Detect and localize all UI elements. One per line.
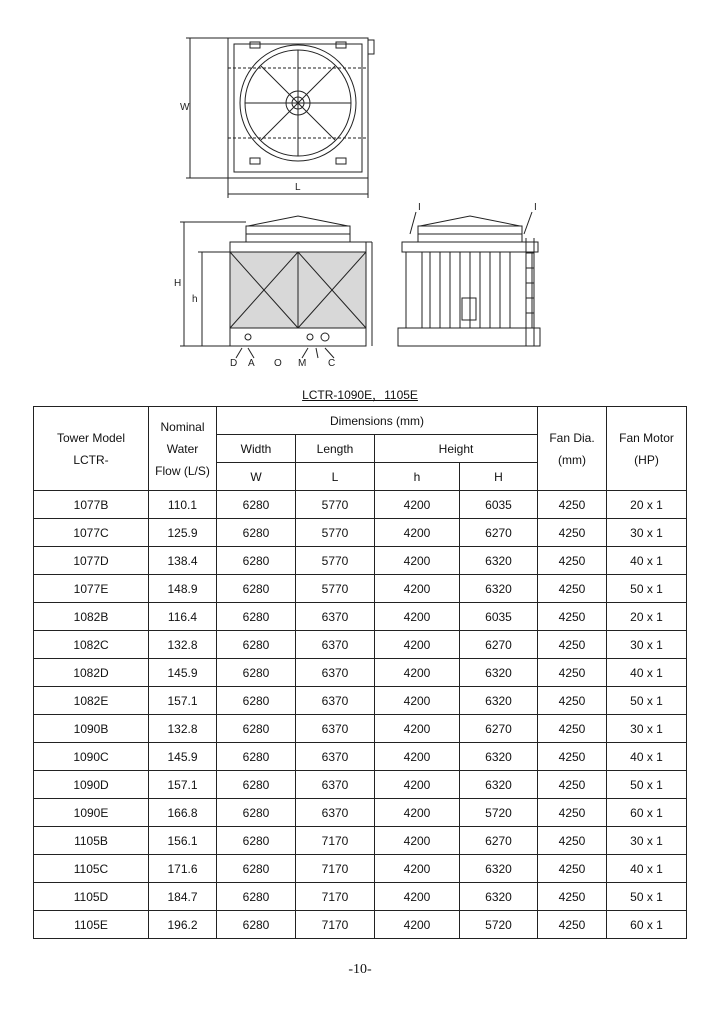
table-row	[34, 659, 687, 687]
cell-fan-motor: 40 x 1	[607, 547, 687, 575]
cell-height-h: 4200	[375, 743, 460, 771]
cell-width: 6280	[217, 659, 296, 687]
tower-drawing	[150, 28, 570, 368]
cell-fan-dia: 4250	[538, 855, 607, 883]
cell-model: 1090E	[34, 799, 149, 827]
cell-height-h: 4200	[375, 911, 460, 939]
cell-model: 1077E	[34, 575, 149, 603]
cell-length: 6370	[296, 603, 375, 631]
cell-flow: 157.1	[149, 687, 217, 715]
cell-height-h: 4200	[375, 687, 460, 715]
cell-length: 5770	[296, 491, 375, 519]
cell-flow: 166.8	[149, 799, 217, 827]
spec-table-body	[34, 491, 687, 939]
header-fan-dia-line1: Fan Dia.	[549, 430, 595, 445]
cell-fan-motor: 30 x 1	[607, 827, 687, 855]
cell-height-H: 6270	[460, 715, 538, 743]
cell-fan-dia: 4250	[538, 687, 607, 715]
header-h-small: h	[375, 463, 460, 491]
header-l: L	[296, 463, 375, 491]
header-model-line1: Tower Model	[56, 430, 126, 445]
cell-fan-dia: 4250	[538, 799, 607, 827]
cell-fan-dia: 4250	[538, 771, 607, 799]
cell-height-h: 4200	[375, 799, 460, 827]
cell-fan-dia: 4250	[538, 715, 607, 743]
cell-width: 6280	[217, 603, 296, 631]
table-row	[34, 519, 687, 547]
header-flow-line1: Nominal	[160, 419, 205, 434]
cell-model: 1105D	[34, 883, 149, 911]
cell-length: 5770	[296, 575, 375, 603]
header-flow-line2: Water	[166, 441, 199, 456]
cell-height-H: 5720	[460, 799, 538, 827]
cell-flow: 125.9	[149, 519, 217, 547]
cell-fan-dia: 4250	[538, 603, 607, 631]
cell-height-h: 4200	[375, 883, 460, 911]
cell-height-h: 4200	[375, 547, 460, 575]
cell-height-H: 6035	[460, 603, 538, 631]
table-row	[34, 883, 687, 911]
header-fan-dia-line2: (mm)	[558, 452, 586, 467]
cell-model: 1090C	[34, 743, 149, 771]
page-number: -10-	[348, 962, 372, 977]
cell-height-h: 4200	[375, 519, 460, 547]
cell-height-H: 5720	[460, 911, 538, 939]
cell-flow: 138.4	[149, 547, 217, 575]
cell-flow: 156.1	[149, 827, 217, 855]
cell-model: 1082E	[34, 687, 149, 715]
cell-height-h: 4200	[375, 659, 460, 687]
cell-width: 6280	[217, 575, 296, 603]
table-row	[34, 715, 687, 743]
table-row	[34, 491, 687, 519]
cell-fan-dia: 4250	[538, 659, 607, 687]
cell-length: 6370	[296, 631, 375, 659]
cell-length: 6370	[296, 799, 375, 827]
header-length: Length	[296, 435, 375, 463]
table-row	[34, 631, 687, 659]
cell-flow: 145.9	[149, 659, 217, 687]
cell-width: 6280	[217, 519, 296, 547]
cell-width: 6280	[217, 827, 296, 855]
cell-model: 1082C	[34, 631, 149, 659]
cell-width: 6280	[217, 547, 296, 575]
label-l: L	[295, 182, 301, 193]
label-m: M	[298, 358, 307, 368]
table-row	[34, 911, 687, 939]
cell-fan-motor: 20 x 1	[607, 603, 687, 631]
cell-fan-motor: 50 x 1	[607, 575, 687, 603]
cell-model: 1090D	[34, 771, 149, 799]
cell-length: 7170	[296, 911, 375, 939]
cell-length: 7170	[296, 855, 375, 883]
cell-length: 6370	[296, 687, 375, 715]
cell-flow: 132.8	[149, 631, 217, 659]
cell-height-H: 6035	[460, 491, 538, 519]
cell-height-H: 6320	[460, 547, 538, 575]
spec-table	[33, 406, 687, 939]
cell-fan-motor: 30 x 1	[607, 631, 687, 659]
cell-fan-dia: 4250	[538, 519, 607, 547]
cell-fan-dia: 4250	[538, 631, 607, 659]
cell-height-h: 4200	[375, 491, 460, 519]
header-fan-motor	[607, 407, 687, 491]
cell-height-h: 4200	[375, 603, 460, 631]
header-fan-motor-line1: Fan Motor	[619, 430, 674, 445]
cell-fan-motor: 40 x 1	[607, 743, 687, 771]
table-row	[34, 743, 687, 771]
cell-length: 7170	[296, 827, 375, 855]
cell-width: 6280	[217, 855, 296, 883]
cell-model: 1082B	[34, 603, 149, 631]
cell-model: 1077C	[34, 519, 149, 547]
table-row	[34, 687, 687, 715]
cell-height-H: 6320	[460, 771, 538, 799]
cell-height-H: 6270	[460, 519, 538, 547]
cell-fan-dia: 4250	[538, 827, 607, 855]
cell-height-h: 4200	[375, 715, 460, 743]
header-model-line2: LCTR-	[73, 452, 109, 467]
cell-fan-motor: 50 x 1	[607, 687, 687, 715]
top-view	[186, 38, 374, 198]
label-i-left: I	[418, 202, 421, 213]
header-fan-motor-line2: (HP)	[634, 452, 659, 467]
cell-width: 6280	[217, 883, 296, 911]
cell-model: 1082D	[34, 659, 149, 687]
label-c: C	[328, 358, 336, 368]
header-dimensions: Dimensions (mm)	[217, 407, 538, 435]
cell-height-H: 6270	[460, 631, 538, 659]
cell-model: 1090B	[34, 715, 149, 743]
cell-length: 7170	[296, 883, 375, 911]
label-small-h: h	[192, 294, 198, 305]
cell-width: 6280	[217, 491, 296, 519]
front-view	[180, 216, 372, 358]
cell-flow: 157.1	[149, 771, 217, 799]
cell-length: 6370	[296, 771, 375, 799]
cell-fan-dia: 4250	[538, 911, 607, 939]
cell-length: 5770	[296, 547, 375, 575]
header-height: Height	[375, 435, 538, 463]
table-caption	[0, 386, 720, 403]
cell-fan-motor: 60 x 1	[607, 911, 687, 939]
header-width: Width	[217, 435, 296, 463]
cell-width: 6280	[217, 743, 296, 771]
table-row	[34, 771, 687, 799]
cell-width: 6280	[217, 631, 296, 659]
cell-model: 1105B	[34, 827, 149, 855]
side-view	[398, 212, 540, 346]
cell-flow: 116.4	[149, 603, 217, 631]
cell-width: 6280	[217, 687, 296, 715]
cell-fan-dia: 4250	[538, 575, 607, 603]
cell-height-H: 6320	[460, 575, 538, 603]
table-row	[34, 575, 687, 603]
cell-fan-motor: 50 x 1	[607, 883, 687, 911]
cell-height-H: 6320	[460, 883, 538, 911]
cell-fan-motor: 60 x 1	[607, 799, 687, 827]
label-o: O	[274, 358, 282, 368]
cell-model: 1077D	[34, 547, 149, 575]
cell-width: 6280	[217, 911, 296, 939]
label-big-h: H	[174, 278, 182, 289]
cell-flow: 132.8	[149, 715, 217, 743]
cell-flow: 196.2	[149, 911, 217, 939]
cell-length: 6370	[296, 743, 375, 771]
cell-fan-motor: 40 x 1	[607, 659, 687, 687]
cell-flow: 148.9	[149, 575, 217, 603]
cell-model: 1077B	[34, 491, 149, 519]
cell-fan-motor: 20 x 1	[607, 491, 687, 519]
cell-fan-motor: 30 x 1	[607, 519, 687, 547]
cell-height-h: 4200	[375, 771, 460, 799]
cell-height-H: 6320	[460, 687, 538, 715]
cell-height-H: 6320	[460, 659, 538, 687]
cell-length: 5770	[296, 519, 375, 547]
cell-model: 1105E	[34, 911, 149, 939]
cell-fan-dia: 4250	[538, 743, 607, 771]
cell-height-H: 6320	[460, 855, 538, 883]
cell-fan-dia: 4250	[538, 547, 607, 575]
cell-width: 6280	[217, 715, 296, 743]
cell-fan-motor: 30 x 1	[607, 715, 687, 743]
caption-text: LCTR-1090E，1105E	[302, 388, 418, 402]
cell-width: 6280	[217, 771, 296, 799]
cell-length: 6370	[296, 715, 375, 743]
cell-flow: 171.6	[149, 855, 217, 883]
table-row	[34, 547, 687, 575]
cell-height-h: 4200	[375, 827, 460, 855]
header-water-flow	[149, 407, 217, 491]
cell-height-H: 6270	[460, 827, 538, 855]
header-flow-line3: Flow (L/S)	[155, 463, 210, 478]
cell-height-h: 4200	[375, 855, 460, 883]
cell-height-h: 4200	[375, 575, 460, 603]
cell-length: 6370	[296, 659, 375, 687]
table-row	[34, 855, 687, 883]
cell-width: 6280	[217, 799, 296, 827]
table-row	[34, 603, 687, 631]
header-fan-dia	[538, 407, 607, 491]
table-row	[34, 827, 687, 855]
cell-flow: 184.7	[149, 883, 217, 911]
label-a: A	[248, 358, 255, 368]
cell-flow: 110.1	[149, 491, 217, 519]
label-d: D	[230, 358, 238, 368]
cell-fan-motor: 40 x 1	[607, 855, 687, 883]
cell-model: 1105C	[34, 855, 149, 883]
cell-height-h: 4200	[375, 631, 460, 659]
cell-fan-motor: 50 x 1	[607, 771, 687, 799]
header-w: W	[217, 463, 296, 491]
label-w: W	[180, 102, 190, 113]
cell-height-H: 6320	[460, 743, 538, 771]
label-i-right: I	[534, 202, 537, 213]
cell-fan-dia: 4250	[538, 491, 607, 519]
cell-fan-dia: 4250	[538, 883, 607, 911]
header-h-big: H	[460, 463, 538, 491]
cell-flow: 145.9	[149, 743, 217, 771]
header-tower-model	[34, 407, 149, 491]
table-row	[34, 799, 687, 827]
